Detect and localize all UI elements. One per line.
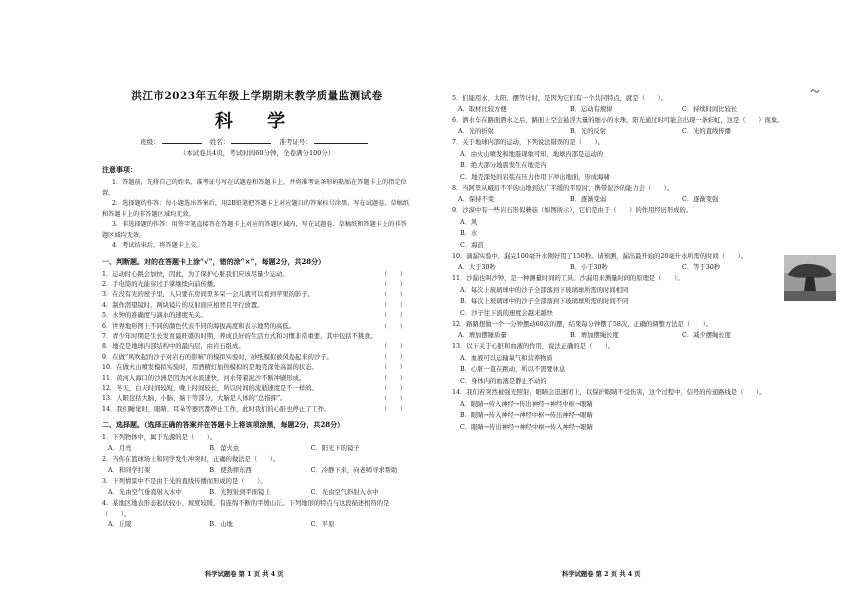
judge-question: 10．在做火山喷发模拟实验时，用酒精灯加热模拟的是地壳深处高温的状态。 （ ） (102, 363, 412, 373)
exam-id-label: 准考证号： (279, 138, 312, 146)
option-row (102, 466, 412, 476)
question-stem: 6．洒水车在路面洒水之后，路面上空会悬浮大量的细小的水珠，阳光通过时可能会出现一条彩虹，这是（ ）现象。 (452, 117, 784, 124)
option: B．水 (460, 230, 478, 238)
option: B．小于30秒 (570, 263, 608, 271)
option: A．由火山喷发和地震现象可知，地球内部是运动的 (460, 150, 604, 158)
judge-question: 3．在没有光的屋子里，人只要在房间里多呆一会儿就可以看到苹果的影子。 （ ） (102, 290, 412, 300)
option-row (452, 127, 794, 137)
answer-paren: （ ） (380, 395, 406, 403)
choice-list-left (102, 433, 412, 531)
option: B．绝大部分地震发生在地壳内 (460, 162, 547, 170)
option-row (102, 488, 412, 498)
name-label: 姓名： (209, 138, 230, 146)
exam-title: 洪江市2023年五年级上学期期末教学质量监测试卷 (131, 90, 383, 102)
option: C．身体内的血液是静止不动的 (460, 377, 547, 385)
question-stem: 9．沙漠中有一些岩石形似蘑菇（如图所示），它们是由于（ ）的作用经历形成的。 (452, 207, 693, 215)
answer-paren: （ ） (380, 374, 406, 382)
question-stem: 14．我们若突然被强光照射，眼睛会迅速闭上，以保护眼睛不受伤害，这个过程中，信号的传递路线是（ ）。 (452, 389, 766, 397)
class-label: 班级： (140, 138, 160, 146)
choice-question (452, 138, 794, 183)
choice-question (102, 433, 412, 454)
answer-paren: （ ） (380, 301, 406, 309)
option-row (452, 331, 794, 341)
option: C．阳光下的镜子 (310, 444, 360, 452)
option: B．光照射到平面镜上 (209, 488, 271, 496)
option: A．眼睛→传入神经→传出神经→神经中枢→眼睛 (460, 400, 593, 408)
choice-question (102, 455, 412, 476)
question-stem: 8．当阿里从峨眉不平的山地到达广平缓的平原时，携带泥沙的能力会（ ）。 (452, 185, 674, 193)
judge-question: 9．在做“风吹起的沙子对岩石的影响”的模拟实验时，砂纸模拟被风卷起来的沙子。 （ ） (102, 353, 412, 363)
option: A．丘陵 (108, 521, 132, 529)
answer-paren: （ ） (380, 405, 406, 413)
choice-list-right (452, 94, 794, 433)
choice-question (452, 184, 794, 205)
option: C．逐渐变强 (682, 195, 719, 203)
scan-mark-icon (810, 88, 820, 94)
option: C．眼睛→传出神经→神经中枢→传入神经→眼睛 (460, 423, 593, 431)
option: B．心脏一直在跳动，所以不需要休息 (460, 366, 566, 374)
class-blank (162, 143, 202, 144)
note-item: 3．非选择题的作答：用签字笔直接答在答题卡上对应的答题区域内，写在试题卷、草稿纸和答题卡上的非答题区域均无效。 (102, 221, 407, 239)
choice-question (102, 477, 412, 498)
judge-question: 14．我们睡觉时，眼睛、耳朵等器官都停止工作，此时我们的心脏也停止了工作。 （ ） (102, 405, 412, 415)
question-stem: 10．滴漏实验中，漏完100毫升水刚好用了150秒。请预测，漏出最开始的20毫升水所需的时间（ ）。 (452, 253, 748, 261)
judge-list (102, 270, 412, 416)
option: A．取材比较方便 (458, 105, 507, 113)
answer-paren: （ ） (380, 280, 406, 288)
judge-question: 2．手电筒的光能穿过手掌继续向前传播。 （ ） (102, 280, 412, 290)
choice-question (452, 274, 794, 319)
choice-question (452, 252, 794, 273)
answer-paren: （ ） (380, 291, 406, 299)
option: B．山地 (209, 521, 233, 529)
option: C．冷静下来，向老师寻求帮助 (310, 466, 398, 474)
judge-question: 5．水钟的准确度与滴水的速度无关。 （ ） (102, 311, 412, 321)
option-row (102, 520, 412, 530)
option: C．持续时间比较长 (682, 105, 738, 113)
question-stem: 2．当你在篮球场上和同学发生冲突时，正确的做法是（ ）。 (102, 456, 280, 464)
choice-question (452, 94, 794, 115)
question-stem: 12．路路想做一个一分钟摆动60次的摆，结果每分钟摆了58次，正确的调整方法是（ ）。 (452, 321, 713, 329)
option: C．光由空气斜射入水中 (310, 488, 379, 496)
option: B．每次上玻璃球中的沙子全部落到下玻璃球所需的时间不同 (460, 298, 629, 306)
option: B．使劲摔东西 (209, 466, 252, 474)
option: B．增加摆绳长度 (570, 331, 619, 339)
page-footer-right: 科学试题卷 第 2 页 共 4 页 (562, 571, 641, 578)
answer-paren: （ ） (380, 353, 406, 361)
student-info-fields (102, 137, 412, 146)
question-stem: 1．下列物体中，属于光源的是（ ）。 (102, 434, 217, 442)
exam-id-blank (314, 143, 368, 144)
answer-paren: （ ） (380, 322, 406, 330)
judge-heading: 一、判断题。对的在答题卡上涂“√”，错的涂“×”，每题2分，共28分） (102, 256, 326, 266)
option-row (452, 195, 794, 205)
option: C．地壳深处的岩浆在压力作用下冲出地面，形成海啸 (460, 173, 610, 181)
choice-question (452, 116, 794, 137)
answer-paren: （ ） (380, 364, 406, 372)
option: C．光的直线传播 (682, 127, 731, 135)
option: B．眼睛→传入神经→神经中枢→传出神经→眼睛 (460, 412, 593, 420)
question-stem: 13．以下关于心脏和血液的作用，说法正确的是（ ）。 (452, 343, 615, 351)
option: A．和同学打架 (108, 466, 151, 474)
choice-question (452, 342, 794, 387)
option: B．逐渐变弱 (570, 195, 607, 203)
judge-question: 7．青少年时期是生长发育最旺盛的时期，养成良好的生活方式和习惯非常重要，其中包括不挑食。 (102, 332, 377, 340)
option: C．沙子往下流的速度会越来越快 (460, 309, 553, 317)
choice-question (452, 320, 794, 341)
choice-heading: 二、选择题。（选择正确的答案并在答题卡上将该项涂黑，每题2分，共28分） (102, 420, 345, 430)
answer-paren: （ ） (380, 270, 406, 278)
judge-question: 1．运动时心跳会加快，因此，为了保护心脏我们应该尽量少运动。 （ ） (102, 270, 412, 280)
notes-heading: 注意事项： (102, 165, 137, 174)
answer-paren: （ ） (380, 343, 406, 351)
option: A．光的折射 (458, 127, 495, 135)
option: A．每次上玻璃球中的沙子全部落到下玻璃球所需的时间相同 (460, 286, 629, 294)
name-blank (231, 143, 271, 144)
option-row (452, 105, 794, 115)
exam-page-right (430, 0, 860, 608)
answer-paren: （ ） (380, 312, 406, 320)
option: B．运动有规律 (570, 105, 613, 113)
subject-title: 科 学 (214, 111, 300, 132)
option: B．萤火虫 (209, 444, 240, 452)
question-stem: 7．关于地球内部的运动，下列说法错误的是（ ）。 (452, 139, 604, 146)
page-footer-left: 科学试题卷 第 1 页 共 4 页 (205, 571, 284, 578)
question-stem: 3．下列情景中不是由于光的直线传播而形成的是（ ）。 (102, 478, 267, 486)
judge-question: 6．世界地形图上不同的颜色代表不同的海拔高度和表示地势的高低。 （ ） (102, 322, 412, 332)
question-stem: 11．沙漏也叫沙钟，是一种测量时间的工具。沙漏用来测量时间的原理是（ ）。 (452, 275, 684, 283)
option: C．等于30秒 (682, 263, 721, 271)
choice-question (102, 499, 412, 531)
judge-question: 12．冬天，白天时间较短，晚上时间较长，所以时间的流逝速度是不一样的。 （ ） (102, 384, 412, 394)
judge-question: 13．人眼包括大脑、小脑、脑干等部分，大脑是人体的“总指挥”。 （ ） (102, 394, 412, 404)
mushroom-rock-photo (784, 255, 836, 301)
option: A．大于30秒 (458, 263, 496, 271)
answer-paren: （ ） (380, 384, 406, 392)
option: B．光的反射 (570, 127, 607, 135)
exam-meta: （本试卷共4页，考试时间60分钟，全卷满分100分） (179, 149, 335, 157)
option: A．血液可以运输氧气和营养物质 (460, 354, 553, 362)
option-row (102, 444, 412, 454)
judge-question: 8．地壳是地球内部结构中的最内层，由岩石组成。 （ ） (102, 342, 412, 352)
note-item: 1．答题前，先将自己的姓名、准考证号写在试题卷和答题卡上，并将准考证条形码粘贴在答题卡上的指定位置。 (102, 179, 407, 197)
option: C．减少摆绳长度 (682, 331, 731, 339)
option: A．保持不变 (458, 195, 495, 203)
question-stem: 4．某地区地表形态起伏较小、坡度较缓，有连绵不断的平缓山丘。下列地形的特点与这段描述相符的是（ ）。 (102, 500, 390, 518)
choice-question (452, 388, 794, 433)
option: C．平原 (310, 521, 335, 529)
option: C．海浪 (460, 241, 484, 249)
choice-question (452, 206, 794, 251)
note-item: 2．选择题的作答：每小题选出答案后，用2B铅笔把答题卡上对应题目的答案标号涂黑，写在试题卷、草稿纸和答题卡上的非答题区域均无效。 (102, 200, 410, 218)
note-item: 4．考试结束后，将答题卡上交。 (112, 242, 203, 249)
judge-question: 11．黄河入海口的沙洲是因为河水流速快，河水带着泥沙不断冲刷形成。 （ ） (102, 374, 412, 384)
option: A．风 (460, 218, 478, 226)
judge-question: 4．制作潜望镜时，两块镜片的反射面应相背且平行放置。 （ ） (102, 301, 412, 311)
question-stem: 5．们能用水、太阳、摆等计时，是因为它们有一个共同特点，就是（ ）。 (452, 95, 667, 102)
notes-list (102, 178, 412, 252)
option-row (452, 263, 794, 273)
option: A．光由空气垂直射入水中 (108, 488, 182, 496)
option: A．增加摆锤质量 (458, 331, 507, 339)
option: A．月亮 (108, 444, 132, 452)
